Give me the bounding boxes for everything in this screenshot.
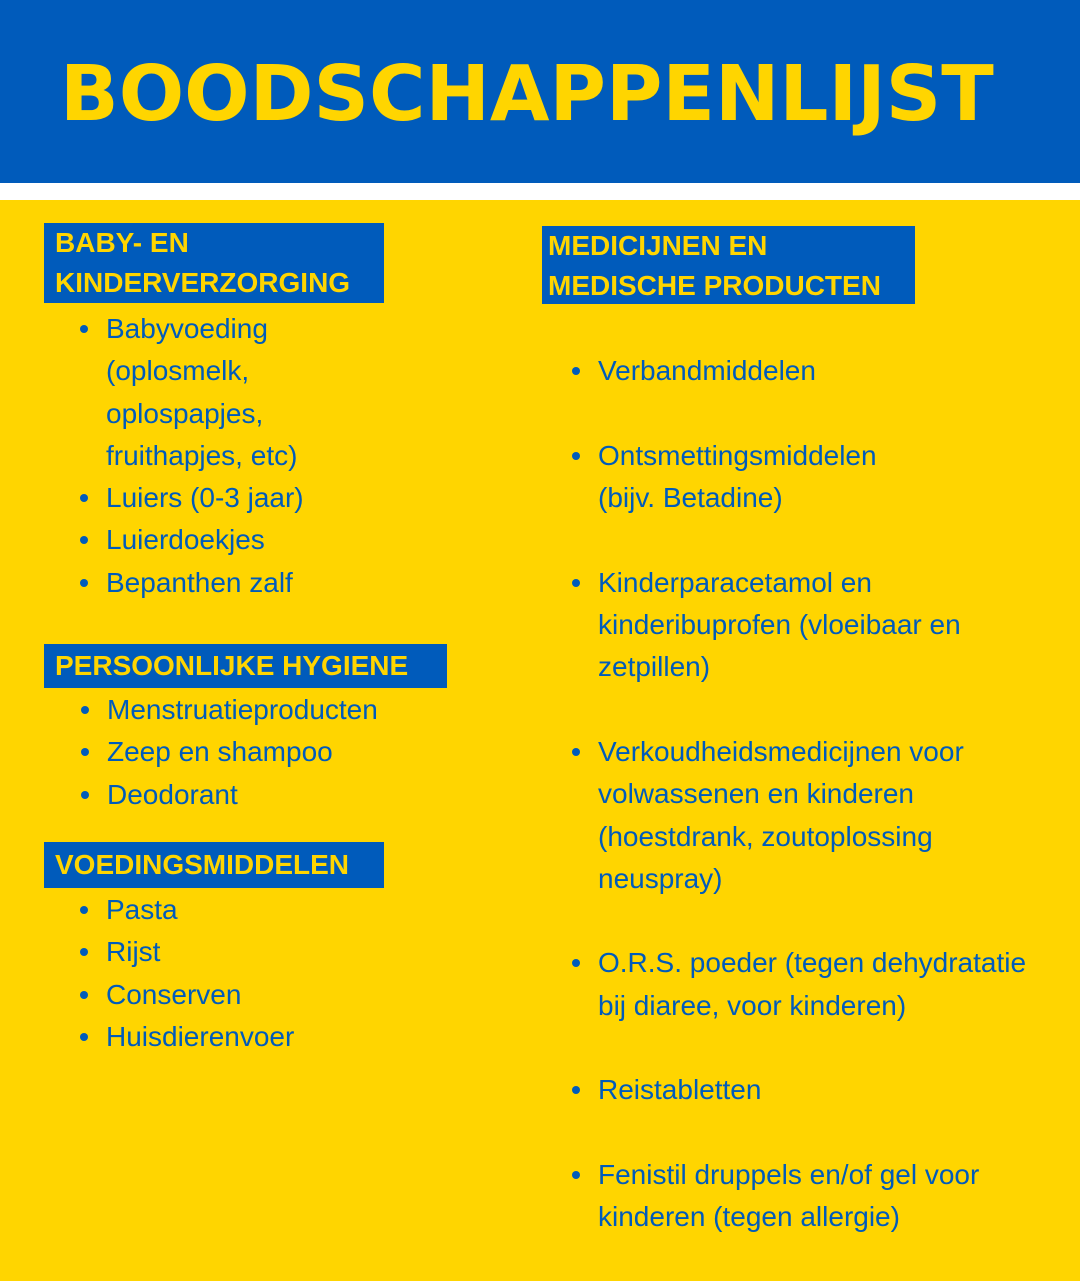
list-item: Babyvoeding (oplosmelk, oplospapjes, fruithapjes, etc) — [78, 308, 498, 477]
list-item: Conserven — [78, 974, 498, 1016]
list-hygiene — [79, 689, 499, 816]
section-title-food: VOEDINGSMIDDELEN — [44, 842, 384, 888]
list-item: Huisdierenvoer — [78, 1016, 498, 1058]
list-item: O.R.S. poeder (tegen dehydratatie bij diaree, voor kinderen) — [570, 942, 1070, 1027]
list-baby — [78, 308, 498, 604]
list-item: Luierdoekjes — [78, 519, 498, 561]
list-item: Verkoudheidsmedicijnen voor volwassenen en kinderen (hoestdrank, zoutoplossing neuspray) — [570, 731, 1070, 900]
list-item: Rijst — [78, 931, 498, 973]
list-item: Fenistil druppels en/of gel voor kinderen (tegen allergie) — [570, 1154, 1070, 1239]
list-item: Kinderparacetamol en kinderibuprofen (vloeibaar en zetpillen) — [570, 562, 1070, 689]
list-item: Pasta — [78, 889, 498, 931]
list-item: Luiers (0-3 jaar) — [78, 477, 498, 519]
list-item: Deodorant — [79, 774, 499, 816]
list-item: Bepanthen zalf — [78, 562, 498, 604]
list-medicine — [570, 308, 1070, 1281]
page-title: BOODSCHAPPENLIJST — [60, 50, 994, 139]
section-title-medicine: MEDICIJNEN EN MEDISCHE PRODUCTEN — [542, 226, 915, 304]
white-divider-stripe — [0, 183, 1080, 200]
list-item: Ontsmettingsmiddelen (bijv. Betadine) — [570, 435, 1070, 520]
list-item: Reistabletten — [570, 1069, 1070, 1111]
list-item: Verbandmiddelen — [570, 350, 1070, 392]
list-item: Zeep en shampoo — [79, 731, 499, 773]
section-title-baby: BABY- EN KINDERVERZORGING — [44, 223, 384, 303]
list-item: Menstruatieproducten — [79, 689, 499, 731]
header-banner — [0, 0, 1080, 183]
section-title-hygiene: PERSOONLIJKE HYGIENE — [44, 644, 447, 688]
list-food — [78, 889, 498, 1058]
